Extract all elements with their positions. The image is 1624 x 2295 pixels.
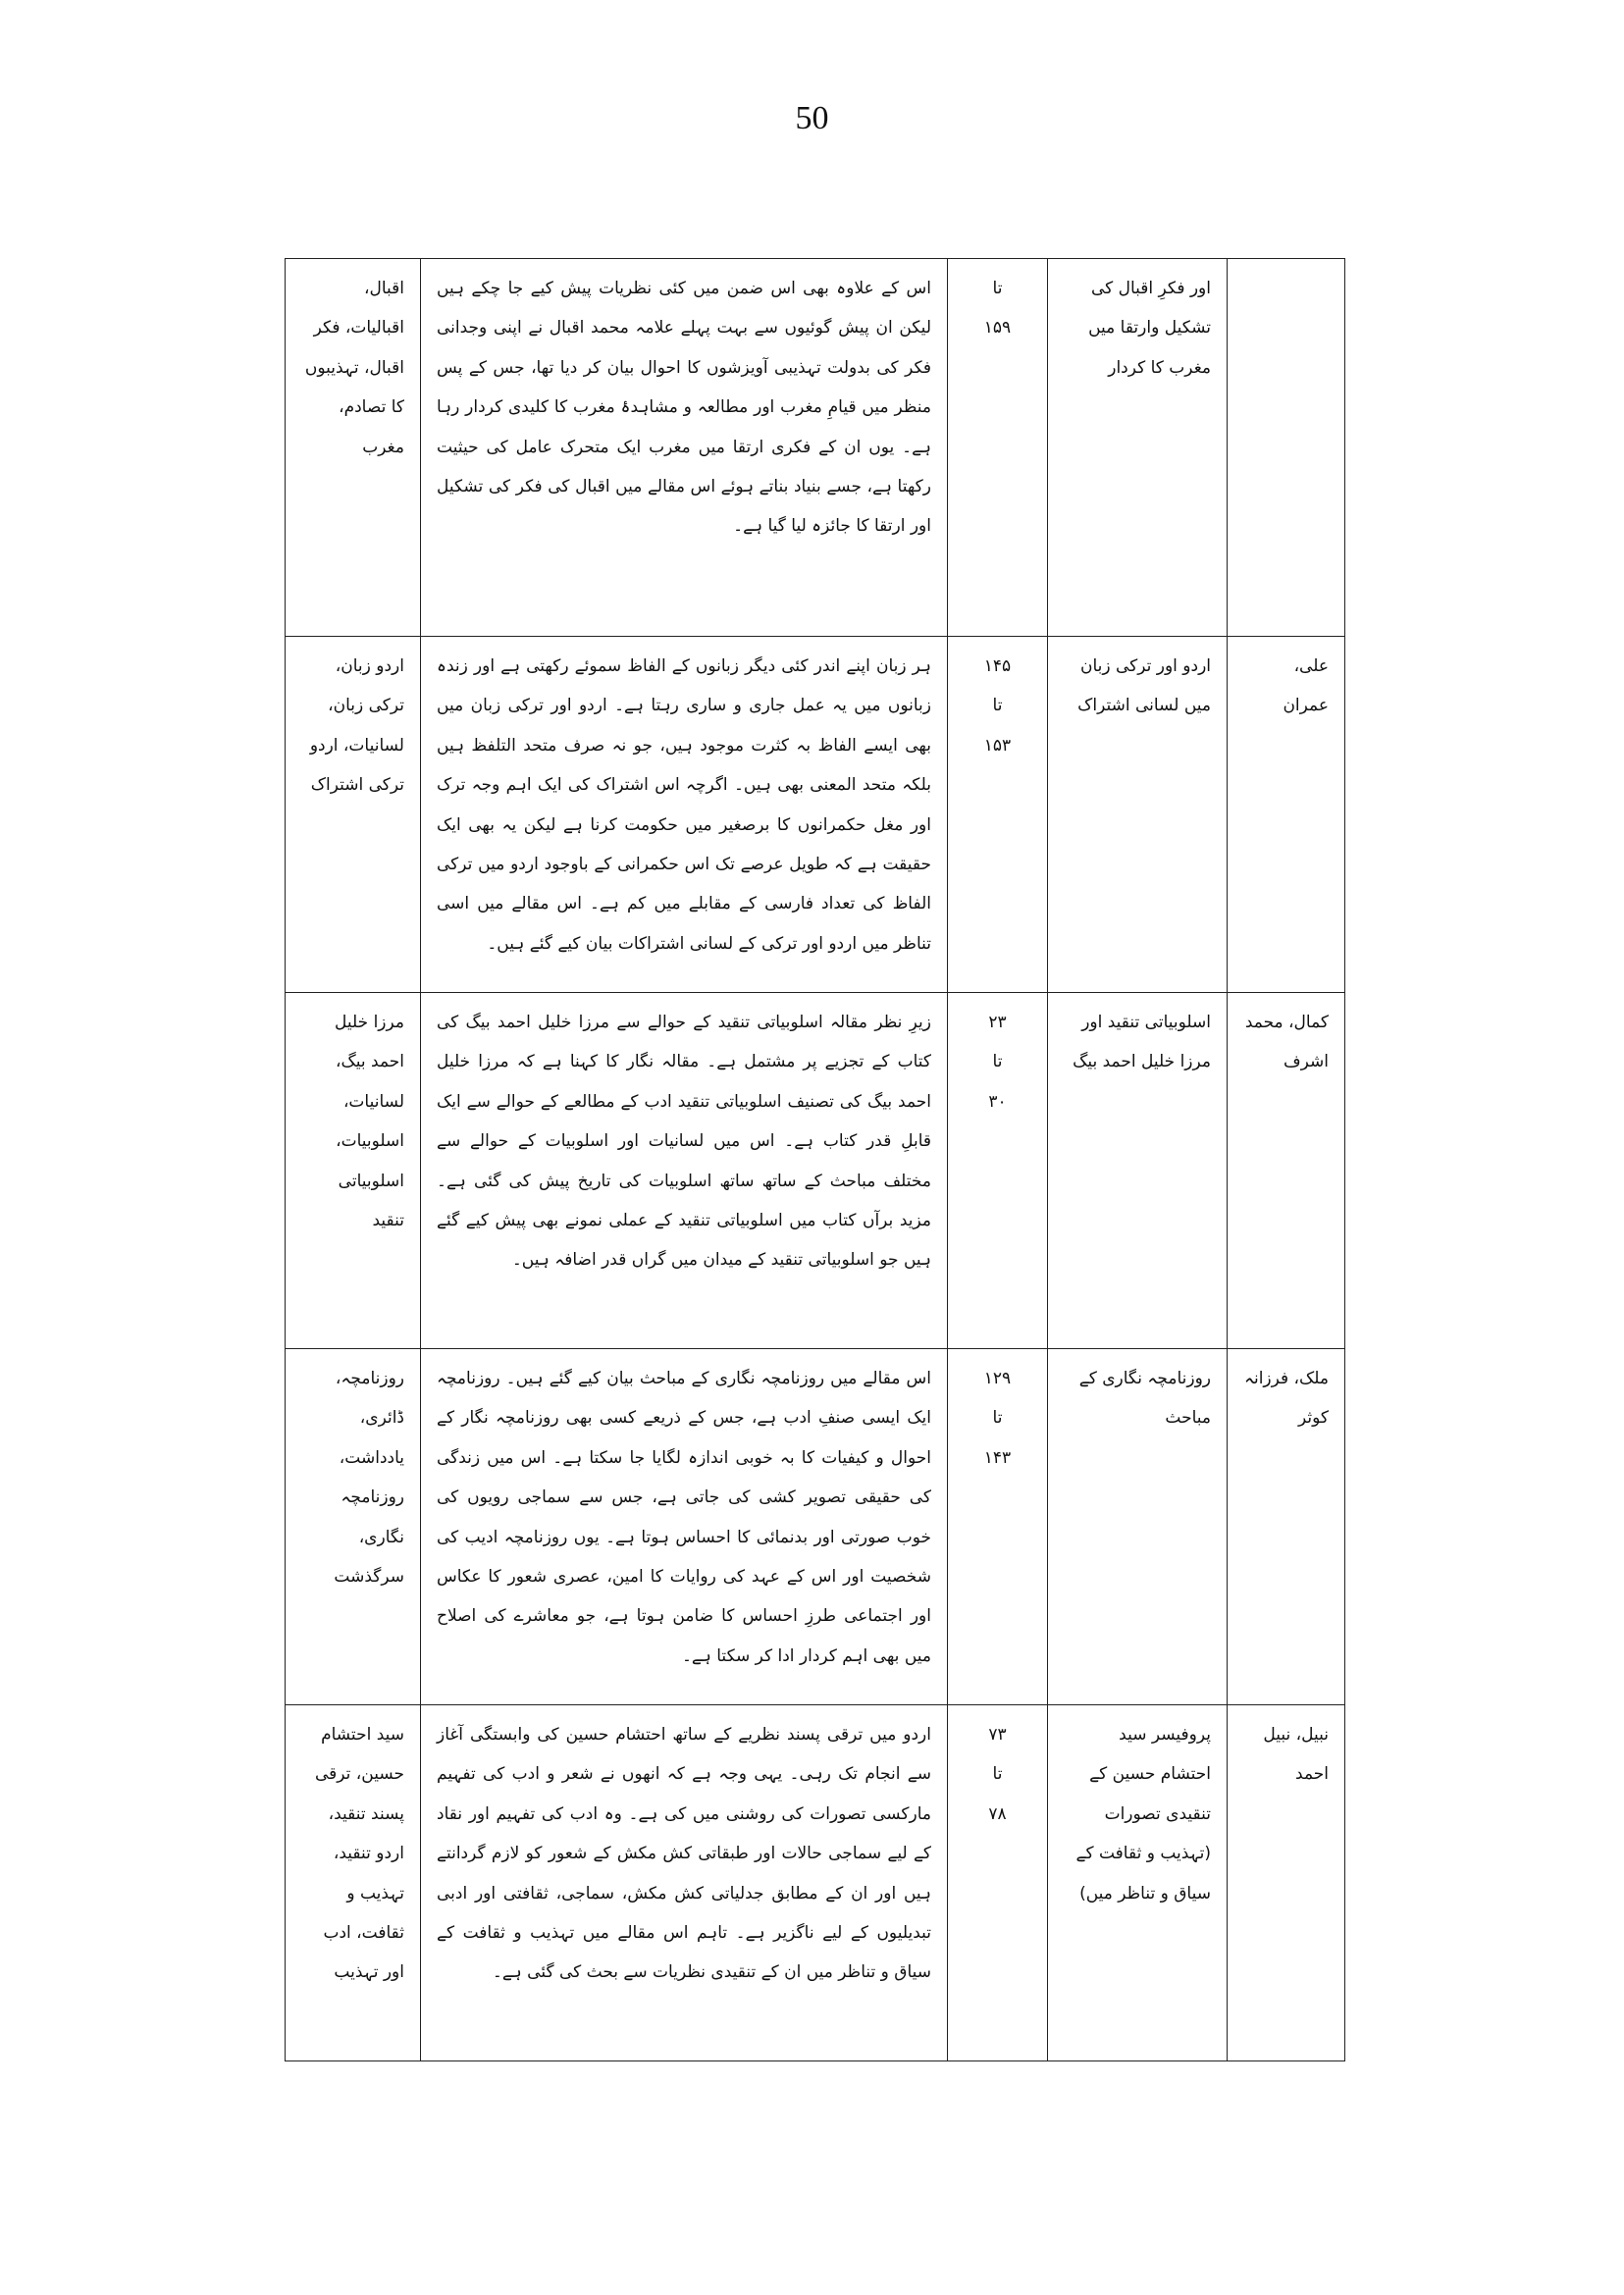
pages-end: ۳۰ [988,1091,1007,1112]
author-cell: نبیل، نبیل احمد [1228,1705,1345,2061]
table-row [286,993,1345,1349]
pages-end: ۱۴۳ [983,1447,1012,1468]
table-row [286,1349,1345,1705]
title-cell: اور فکرِ اقبال کی تشکیل وارتقا میں مغرب کا کردار [1048,259,1228,637]
author-cell: کمال، محمد اشرف [1228,993,1345,1349]
pages-start: ۱۲۹ [983,1369,1012,1388]
pages-start: ۷۳ [988,1725,1007,1745]
table-row [286,1705,1345,2061]
pages-cell [948,259,1048,637]
keywords-cell: سید احتشام حسین، ترقی پسند تنقید، اردو تنقید، تہذیب و ثقافت، ادب اور تہذیب [286,1705,421,2061]
pages-to: تا [992,1052,1003,1072]
abstract-cell: اردو میں ترقی پسند نظریے کے ساتھ احتشام حسین کی وابستگی آغاز سے انجام تک رہی۔ یہی وجہ ہے کہ انھوں نے شعر و ادب کی تفہیم مارکسی تصورات کی روشنی میں کی ہے۔ وہ ادب کی تفہیم اور نقاد کے لیے سماجی حالات اور طبقاتی کش مکش کے شعور کو لازم گردانتے ہیں اور ان کے مطابق جدلیاتی کش مکش، سماجی، ثقافتی اور ادبی تبدیلیوں کے لیے ناگزیر ہے۔ تاہم اس مقالے میں تہذیب و ثقافت کے سیاق و تناظر میں ان کے تنقیدی نظریات سے بحث کی گئی ہے۔ [421,1705,948,2061]
pages-to: تا [992,279,1003,298]
abstract-cell: اس مقالے میں روزنامچہ نگاری کے مباحث بیان کیے گئے ہیں۔ روزنامچہ ایک ایسی صنفِ ادب ہے، جس کے ذریعے کسی بھی روزنامچہ نگار کے احوال و کیفیات کا بہ خوبی اندازہ لگایا جا سکتا ہے۔ اس میں زندگی کی حقیقی تصویر کشی کی جاتی ہے، جس سے سماجی رویوں کی خوب صورتی اور بدنمائی کا احساس ہوتا ہے۔ یوں روزنامچہ ادیب کی شخصیت اور اس کے عہد کی روایات کا امین، عصری شعور کا عکاس اور اجتماعی طرزِ احساس کا ضامن ہوتا ہے، جو معاشرے کی اصلاح میں بھی اہم کردار ادا کر سکتا ہے۔ [421,1349,948,1705]
title-cell: پروفیسر سید احتشام حسین کے تنقیدی تصورات (تہذیب و ثقافت کے سیاق و تناظر میں) [1048,1705,1228,2061]
pages-end: ۱۵۳ [983,735,1012,756]
author-cell: ملک، فرزانہ کوثر [1228,1349,1345,1705]
title-cell: اردو اور ترکی زبان میں لسانی اشتراک [1048,637,1228,993]
keywords-cell: مرزا خلیل احمد بیگ، لسانیات، اسلوبیات، اسلوبیاتی تنقید [286,993,421,1349]
abstract-cell: زیرِ نظر مقالہ اسلوبیاتی تنقید کے حوالے سے مرزا خلیل احمد بیگ کی کتاب کے تجزیے پر مشتمل ہے۔ مقالہ نگار کا کہنا ہے کہ مرزا خلیل احمد بیگ کی تصنیف اسلوبیاتی تنقید ادب کے مطالعے کے حوالے سے ایک قابلِ قدر کتاب ہے۔ اس میں لسانیات اور اسلوبیات کے حوالے سے مختلف مباحث کے ساتھ ساتھ اسلوبیات کی تاریخ پیش کی گئی ہے۔ مزید برآں کتاب میں اسلوبیاتی تنقید کے عملی نمونے بھی پیش کیے گئے ہیں جو اسلوبیاتی تنقید کے میدان میں گراں قدر اضافہ ہیں۔ [421,993,948,1349]
keywords-cell: اقبال، اقبالیات، فکر اقبال، تہذیبوں کا تصادم، مغرب [286,259,421,637]
pages-to: تا [992,696,1003,716]
table-row [286,259,1345,637]
pages-end: ۷۸ [988,1803,1007,1824]
pages-to: تا [992,1764,1003,1785]
keywords-cell: روزنامچہ، ڈائری، یادداشت، روزنامچہ نگاری، سرگذشت [286,1349,421,1705]
page-number: 50 [795,100,829,136]
title-cell: روزنامچہ نگاری کے مباحث [1048,1349,1228,1705]
pages-start: ۱۴۵ [983,656,1012,676]
abstract-cell: ہر زبان اپنے اندر کئی دیگر زبانوں کے الفاظ سموئے رکھتی ہے اور زندہ زبانوں میں یہ عمل جاری و ساری رہتا ہے۔ اردو اور ترکی زبان میں بھی ایسے الفاظ بہ کثرت موجود ہیں، جو نہ صرف متحد التلفظ ہیں بلکہ متحد المعنی بھی ہیں۔ اگرچہ اس اشتراک کی ایک اہم وجہ ترک اور مغل حکمرانوں کا برصغیر میں حکومت کرنا ہے لیکن یہ بھی ایک حقیقت ہے کہ طویل عرصے تک اس حکمرانی کے باوجود اردو میں ترکی الفاظ کی تعداد فارسی کے مقابلے میں کم ہے۔ اس مقالے میں اسی تناظر میں اردو اور ترکی کے لسانی اشتراکات بیان کیے گئے ہیں۔ [421,637,948,993]
pages-to: تا [992,1408,1003,1429]
pages-cell [948,993,1048,1349]
abstract-cell: اس کے علاوہ بھی اس ضمن میں کئی نظریات پیش کیے جا چکے ہیں لیکن ان پیش گوئیوں سے بہت پہلے علامہ محمد اقبال نے اپنی وجدانی فکر کی بدولت تہذیبی آویزشوں کا احوال بیان کر دیا تھا، جس کے پس منظر میں قیامِ مغرب اور مطالعہ و مشاہدۂ مغرب کا کلیدی کردار رہا ہے۔ یوں ان کے فکری ارتقا میں مغرب ایک متحرک عامل کی حیثیت رکھتا ہے، جسے بنیاد بناتے ہوئے اس مقالے میں اقبال کی فکر کی تشکیل اور ارتقا کا جائزہ لیا گیا ہے۔ [421,259,948,637]
table-row [286,637,1345,993]
index-table [285,258,1345,2061]
pages-cell [948,1705,1048,2061]
pages-cell [948,1349,1048,1705]
pages-cell [948,637,1048,993]
keywords-cell: اردو زبان، ترکی زبان، لسانیات، اردو ترکی اشتراک [286,637,421,993]
author-cell: علی، عمران [1228,637,1345,993]
author-cell [1228,259,1345,637]
title-cell: اسلوبیاتی تنقید اور مرزا خلیل احمد بیگ [1048,993,1228,1349]
pages-end: ۱۵۹ [983,318,1012,339]
pages-start: ۲۳ [988,1013,1007,1032]
